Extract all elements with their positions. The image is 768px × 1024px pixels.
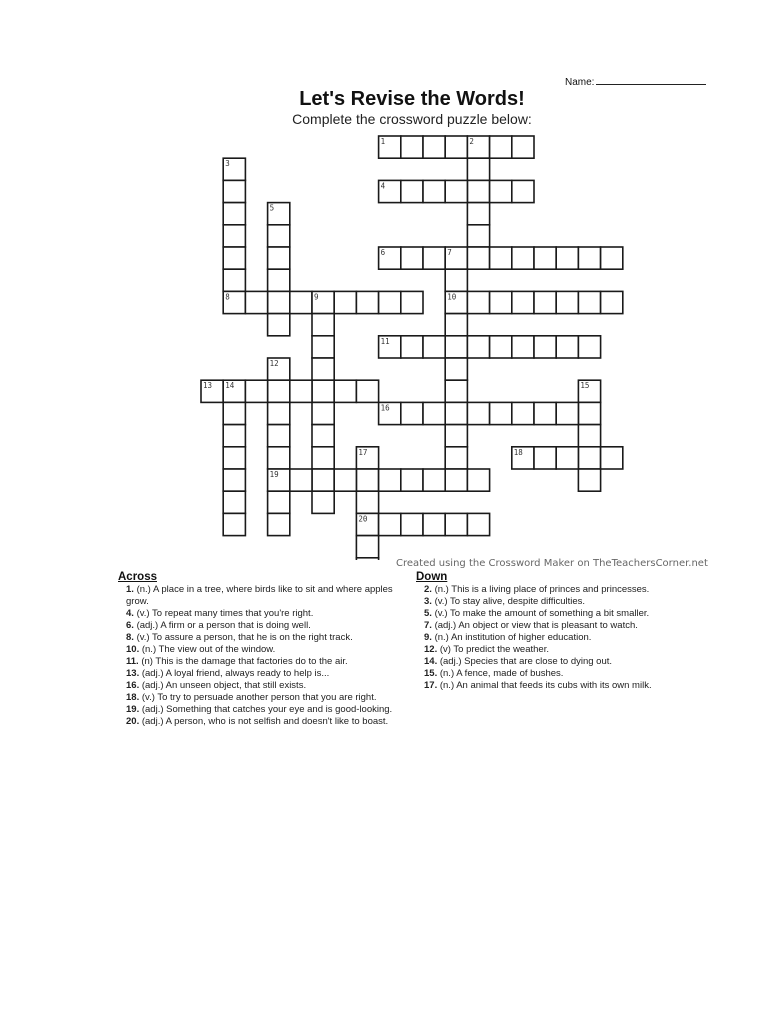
crossword-cell[interactable] (223, 247, 245, 269)
crossword-cell[interactable] (401, 247, 423, 269)
crossword-cell[interactable] (245, 291, 267, 313)
crossword-cell[interactable] (556, 247, 578, 269)
crossword-cell[interactable] (268, 380, 290, 402)
crossword-cell[interactable] (223, 447, 245, 469)
cell-number: 20 (358, 514, 368, 524)
crossword-cell[interactable] (356, 469, 378, 491)
crossword-cell[interactable] (556, 336, 578, 358)
crossword-cell[interactable] (401, 336, 423, 358)
crossword-cell[interactable] (356, 558, 378, 560)
crossword-cell[interactable] (445, 380, 467, 402)
crossword-cell[interactable] (223, 513, 245, 535)
clue-text: (n.) A fence, made of bushes. (437, 668, 564, 679)
clue-number: 14. (424, 656, 438, 667)
clue-text: (adj.) A firm or a person that is doing well. (133, 620, 311, 631)
down-clue (416, 656, 706, 668)
crossword-cell[interactable] (512, 180, 534, 202)
across-clue (118, 656, 400, 668)
crossword-cell[interactable] (467, 158, 489, 180)
crossword-cell[interactable] (268, 291, 290, 313)
cell-number: 15 (580, 381, 590, 391)
crossword-cell[interactable] (445, 180, 467, 202)
cell-number: 1 (380, 137, 386, 146)
crossword-cell[interactable] (467, 180, 489, 202)
clue-text: (n.) This is a living place of princes and princesses. (431, 584, 650, 595)
crossword-cell[interactable] (423, 136, 445, 158)
crossword-cell[interactable] (578, 247, 600, 269)
crossword-cell[interactable] (290, 291, 312, 313)
clue-number: 8. (126, 632, 134, 643)
cell-number: 9 (314, 292, 319, 302)
crossword-cell[interactable] (601, 291, 623, 313)
crossword-cell[interactable] (312, 469, 334, 491)
clue-number: 15. (424, 668, 438, 679)
clue-text: (v) To predict the weather. (437, 644, 549, 655)
crossword-cell[interactable] (312, 314, 334, 336)
crossword-cell[interactable] (578, 469, 600, 491)
cell-number: 17 (358, 447, 368, 457)
crossword-cell[interactable] (578, 291, 600, 313)
cell-number: 12 (269, 359, 279, 368)
crossword-cell[interactable] (445, 269, 467, 291)
across-clue (118, 632, 400, 644)
crossword-cell[interactable] (268, 269, 290, 291)
clue-number: 6. (126, 620, 134, 631)
clue-text: (adj.) A person, who is not selfish and doesn't like to boast. (139, 716, 389, 727)
crossword-cell[interactable] (379, 291, 401, 313)
down-clue (416, 608, 706, 620)
clue-text: (adj.) A loyal friend, always ready to help is... (139, 668, 330, 679)
clue-text: (adj.) An unseen object, that still exists. (139, 680, 307, 691)
crossword-cell[interactable] (534, 447, 556, 469)
crossword-cell[interactable] (312, 358, 334, 380)
crossword-cell[interactable] (490, 402, 512, 424)
crossword-cell[interactable] (534, 291, 556, 313)
cell-number: 16 (380, 403, 390, 413)
cell-number: 7 (447, 248, 452, 257)
crossword-cell[interactable] (401, 180, 423, 202)
crossword-cell[interactable] (268, 314, 290, 336)
across-clue (118, 620, 400, 632)
crossword-cell[interactable] (268, 225, 290, 247)
cell-number: 5 (269, 203, 275, 213)
crossword-cell[interactable] (223, 269, 245, 291)
clue-text: (adj.) An object or view that is pleasant to watch. (431, 620, 638, 631)
across-clue (118, 584, 400, 608)
down-clue (416, 644, 706, 656)
clue-number: 5. (424, 608, 432, 619)
down-clue (416, 668, 706, 680)
crossword-cell[interactable] (268, 402, 290, 424)
crossword-cell[interactable] (467, 247, 489, 269)
across-clue (118, 704, 400, 716)
across-clue (118, 644, 400, 656)
across-clues (118, 571, 400, 728)
crossword-cell[interactable] (467, 225, 489, 247)
crossword-cell[interactable] (312, 336, 334, 358)
cell-number: 10 (447, 292, 457, 302)
clue-text: (v.) To stay alive, despite difficulties. (431, 596, 586, 607)
credit-line: Created using the Crossword Maker on TheTeachersCorner.net (396, 558, 708, 569)
down-heading: Down (416, 571, 448, 583)
crossword-cell[interactable] (312, 425, 334, 447)
crossword-cell[interactable] (490, 336, 512, 358)
crossword-cell[interactable] (401, 291, 423, 313)
crossword-cell[interactable] (467, 336, 489, 358)
crossword-cell[interactable] (423, 469, 445, 491)
clue-number: 9. (424, 632, 432, 643)
crossword-cell[interactable] (223, 180, 245, 202)
crossword-cell[interactable] (445, 336, 467, 358)
cell-number: 4 (380, 181, 386, 191)
crossword-cell[interactable] (512, 247, 534, 269)
crossword-cell[interactable] (223, 469, 245, 491)
crossword-cell[interactable] (356, 291, 378, 313)
crossword-cell[interactable] (578, 447, 600, 469)
crossword-cell[interactable] (512, 136, 534, 158)
crossword-cell[interactable] (445, 358, 467, 380)
clue-number: 10. (126, 644, 140, 655)
cell-number: 6 (380, 248, 386, 257)
cell-number: 19 (269, 470, 279, 479)
crossword-cell[interactable] (356, 491, 378, 513)
crossword-cell[interactable] (268, 513, 290, 535)
crossword-cell[interactable] (490, 291, 512, 313)
crossword-cell[interactable] (268, 447, 290, 469)
crossword-cell[interactable] (312, 380, 334, 402)
clue-text: (v.) To assure a person, that he is on the right track. (133, 632, 353, 643)
clue-text: (n) This is the damage that factories do to the air. (138, 656, 348, 667)
page-title: Let's Revise the Words! (299, 88, 525, 110)
clue-number: 7. (424, 620, 432, 631)
crossword-cell[interactable] (467, 513, 489, 535)
crossword-cell[interactable] (290, 469, 312, 491)
crossword-cell[interactable] (467, 402, 489, 424)
crossword-cell[interactable] (401, 469, 423, 491)
crossword-cell[interactable] (467, 469, 489, 491)
crossword-cell[interactable] (490, 180, 512, 202)
down-clue (416, 596, 706, 608)
crossword-cell[interactable] (223, 203, 245, 225)
crossword-cell[interactable] (423, 336, 445, 358)
crossword-cell[interactable] (445, 513, 467, 535)
page-subtitle: Complete the crossword puzzle below: (292, 111, 532, 127)
cell-number: 18 (513, 447, 523, 457)
crossword-cell[interactable] (445, 447, 467, 469)
across-heading: Across (118, 571, 157, 583)
crossword-cell[interactable] (445, 314, 467, 336)
crossword-cell[interactable] (334, 291, 356, 313)
crossword-cell[interactable] (512, 336, 534, 358)
clue-text: (adj.) Something that catches your eye and is good-looking. (139, 704, 393, 715)
crossword-cell[interactable] (356, 536, 378, 558)
crossword-cell[interactable] (268, 491, 290, 513)
clue-number: 12. (424, 644, 438, 655)
crossword-cell[interactable] (445, 469, 467, 491)
crossword-cell[interactable] (534, 247, 556, 269)
crossword-cell[interactable] (401, 402, 423, 424)
crossword-cell[interactable] (601, 247, 623, 269)
crossword-cell[interactable] (467, 291, 489, 313)
crossword-cell[interactable] (223, 402, 245, 424)
crossword-cell[interactable] (445, 425, 467, 447)
clue-text: (v.) To repeat many times that you're right. (133, 608, 314, 619)
clue-text: (v.) To make the amount of something a bit smaller. (431, 608, 650, 619)
crossword-cell[interactable] (312, 447, 334, 469)
crossword-cell[interactable] (467, 203, 489, 225)
crossword-cell[interactable] (401, 513, 423, 535)
crossword-cell[interactable] (512, 402, 534, 424)
clue-number: 3. (424, 596, 432, 607)
crossword-cell[interactable] (534, 402, 556, 424)
crossword-cell[interactable] (312, 491, 334, 513)
crossword-cell[interactable] (334, 469, 356, 491)
crossword-cell[interactable] (401, 136, 423, 158)
crossword-cell[interactable] (556, 402, 578, 424)
across-clue (118, 608, 400, 620)
down-clue (416, 680, 706, 692)
crossword-cell[interactable] (223, 491, 245, 513)
clue-text: (n.) An institution of higher education. (431, 632, 592, 643)
clue-text: (adj.) Species that are close to dying out. (437, 656, 613, 667)
clue-text: (n.) A place in a tree, where birds like to sit and where apples grow. (126, 584, 393, 607)
down-clue (416, 584, 706, 596)
cell-number: 2 (469, 137, 474, 146)
clue-number: 11. (126, 656, 139, 667)
name-label: Name: (565, 77, 595, 88)
crossword-cell[interactable] (334, 380, 356, 402)
down-clue (416, 620, 706, 632)
crossword-cell[interactable] (290, 380, 312, 402)
crossword-cell[interactable] (379, 513, 401, 535)
down-clue (416, 632, 706, 644)
crossword-cell[interactable] (534, 336, 556, 358)
crossword-cell[interactable] (423, 180, 445, 202)
crossword-cell[interactable] (268, 425, 290, 447)
across-clue (118, 680, 400, 692)
clue-number: 16. (126, 680, 140, 691)
crossword-cell[interactable] (223, 225, 245, 247)
crossword-cell[interactable] (312, 402, 334, 424)
crossword-cell[interactable] (223, 425, 245, 447)
clue-number: 4. (126, 608, 134, 619)
cell-number: 14 (225, 381, 235, 391)
across-clue (118, 692, 400, 704)
crossword-cell[interactable] (578, 425, 600, 447)
crossword-cell[interactable] (556, 447, 578, 469)
clue-number: 17. (424, 680, 438, 691)
crossword-cell[interactable] (445, 402, 467, 424)
clue-number: 20. (126, 716, 140, 727)
crossword-cell[interactable] (268, 247, 290, 269)
crossword-cell[interactable] (379, 469, 401, 491)
clue-number: 2. (424, 584, 432, 595)
cell-number: 8 (225, 292, 230, 302)
crossword-cell[interactable] (490, 247, 512, 269)
crossword-cell[interactable] (601, 447, 623, 469)
crossword-cell[interactable] (556, 291, 578, 313)
cell-number: 3 (225, 159, 230, 169)
crossword-cell[interactable] (423, 513, 445, 535)
clue-text: (n.) An animal that feeds its cubs with its own milk. (437, 680, 652, 691)
crossword-cell[interactable] (423, 402, 445, 424)
across-clue (118, 668, 400, 680)
clue-number: 19. (126, 704, 140, 715)
cell-number: 13 (203, 381, 213, 391)
crossword-cell[interactable] (578, 402, 600, 424)
crossword-cell[interactable] (423, 247, 445, 269)
cell-number: 11 (380, 336, 390, 346)
crossword-cell[interactable] (245, 380, 267, 402)
clue-number: 1. (126, 584, 134, 595)
across-clue (118, 716, 400, 728)
crossword-cell[interactable] (490, 136, 512, 158)
clue-text: (n.) The view out of the window. (139, 644, 276, 655)
down-clues (416, 571, 706, 692)
crossword-cell[interactable] (445, 136, 467, 158)
clue-number: 13. (126, 668, 140, 679)
crossword-cell[interactable] (578, 336, 600, 358)
clue-number: 18. (126, 692, 140, 703)
crossword-cell[interactable] (512, 291, 534, 313)
clue-text: (v.) To try to persuade another person that you are right. (139, 692, 377, 703)
crossword-cell[interactable] (356, 380, 378, 402)
